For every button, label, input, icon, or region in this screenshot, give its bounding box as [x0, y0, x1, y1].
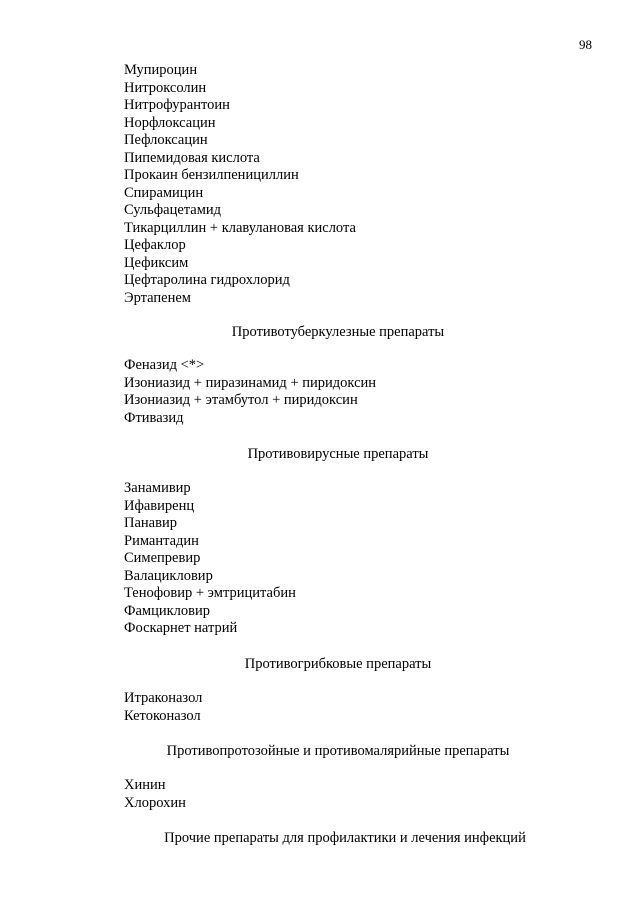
page-number: 98	[579, 37, 592, 52]
drug-list-item: Кетоконазол	[124, 707, 201, 724]
drug-list-antifungal	[124, 690, 202, 725]
drug-list-item: Тенофовир + эмтрицитабин	[124, 585, 296, 601]
drug-list-item: Цефтаролина гидрохлорид	[124, 272, 290, 288]
drug-list-antiviral	[124, 480, 296, 638]
drug-list-item: Тикарциллин + клавулановая кислота	[124, 219, 356, 236]
section-heading-antiprotozoal: Противопротозойные и противомалярийные препараты	[166, 743, 510, 759]
drug-list-item: Нитрофурантоин	[124, 97, 230, 113]
drug-list-item: Римантадин	[124, 532, 199, 549]
section-heading-antiviral: Противовирусные препараты	[247, 446, 429, 462]
drug-list-item: Фтивазид	[124, 409, 184, 426]
drug-list-item: Симепревир	[124, 550, 201, 566]
drug-list-item: Спирамицин	[124, 184, 204, 201]
drug-list-antituberculosis	[124, 357, 376, 427]
drug-list-item: Норфлоксацин	[124, 114, 216, 131]
drug-list-item: Сульфацетамид	[124, 202, 222, 218]
section-heading-antifungal: Противогрибковые препараты	[244, 656, 432, 672]
drug-list-item: Изониазид + этамбутол + пиридоксин	[124, 392, 358, 408]
drug-list-antiprotozoal	[124, 777, 186, 812]
drug-list-item: Занамивир	[124, 480, 191, 496]
drug-list-item: Ифавиренц	[124, 497, 195, 514]
drug-list-item: Цефаклор	[124, 237, 186, 253]
drug-list-item: Фоскарнет натрий	[124, 620, 238, 636]
section-heading-other-anti-infectives: Прочие препараты для профилактики и лечения инфекций	[164, 830, 526, 846]
drug-list-item: Изониазид + пиразинамид + пиридоксин	[124, 374, 377, 391]
drug-list-item: Мупироцин	[124, 62, 198, 78]
drug-list-item: Пипемидовая кислота	[124, 149, 260, 166]
drug-list-item: Хлорохин	[124, 794, 186, 811]
drug-list-item: Фамцикловир	[124, 602, 210, 619]
drug-list-item: Прокаин бензилпенициллин	[124, 167, 299, 183]
section-heading-antituberculosis: Противотуберкулезные препараты	[231, 324, 445, 340]
drug-list-item: Пефлоксацин	[124, 132, 208, 148]
drug-list-antibacterials	[124, 62, 356, 307]
drug-list-item: Хинин	[124, 777, 166, 793]
drug-list-item: Итраконазол	[124, 690, 203, 706]
drug-list-item: Панавир	[124, 515, 177, 531]
drug-list-item: Нитроксолин	[124, 79, 207, 96]
drug-list-item: Валацикловир	[124, 567, 213, 584]
drug-list-item: Феназид <*>	[124, 357, 205, 373]
drug-list-item: Эртапенем	[124, 289, 191, 306]
drug-list-item: Цефиксим	[124, 254, 189, 271]
